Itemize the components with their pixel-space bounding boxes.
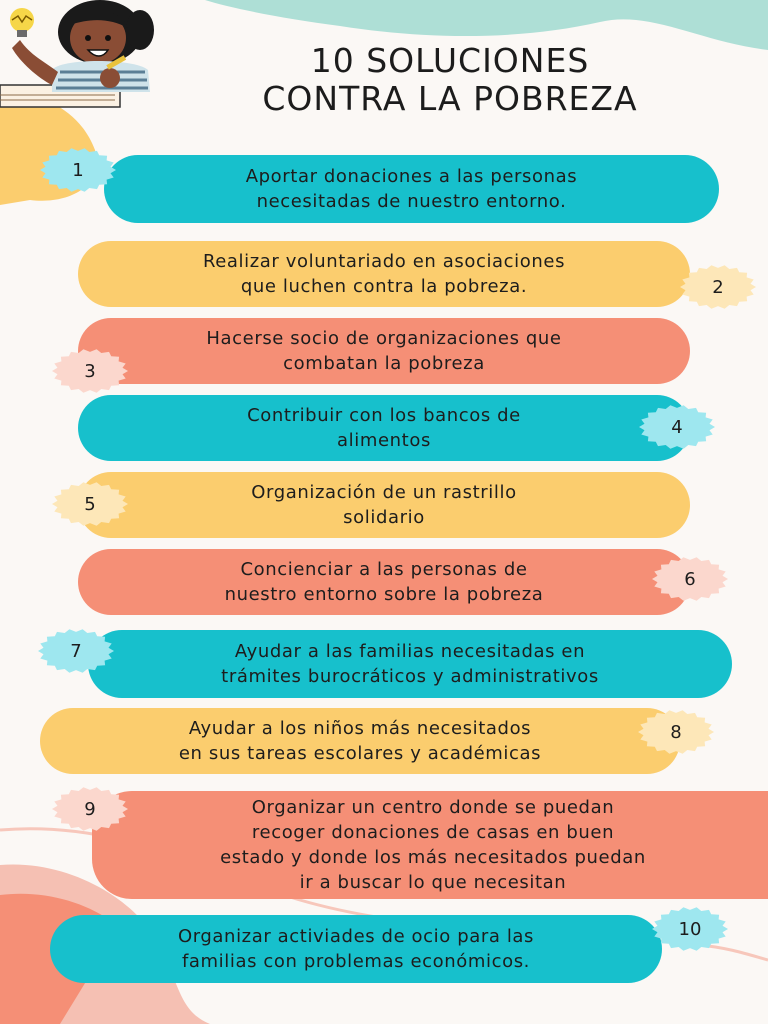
- title-text: 10 SOLUCIONES CONTRA LA POBREZA: [262, 41, 638, 118]
- solution-text-1: Aportar donaciones a las personas necesitadas de nuestro entorno.: [245, 166, 578, 212]
- number-badge-3: [50, 348, 130, 394]
- solution-text-10: Organizar activiades de ocio para las familias con problemas económicos.: [177, 926, 535, 972]
- page-title: [170, 42, 730, 118]
- lower-right-fill: [210, 994, 768, 1024]
- solution-text-4: Contribuir con los bancos de alimentos: [247, 405, 521, 451]
- solution-item-8: [40, 708, 680, 774]
- solution-item-5: [78, 472, 690, 538]
- solution-text-8: Ayudar a los niños más necesitados en sus tareas escolares y académicas: [178, 718, 542, 764]
- solution-item-1: [104, 155, 719, 223]
- badge-number-1: 1: [72, 159, 84, 181]
- badge-number-10: 10: [678, 918, 702, 940]
- solution-item-2: [78, 241, 690, 307]
- number-badge-5: [50, 481, 130, 527]
- solution-text-2: Realizar voluntariado en asociaciones que luchen contra la pobreza.: [202, 251, 566, 297]
- number-badge-10: [650, 906, 730, 952]
- badge-number-4: 4: [671, 416, 683, 438]
- solution-text-6: Concienciar a las personas de nuestro entorno sobre la pobreza: [224, 559, 544, 605]
- solution-item-4: [78, 395, 690, 461]
- solution-text-7: Ayudar a las familias necesitadas en trámites burocráticos y administrativos: [221, 641, 599, 687]
- number-badge-1: [38, 147, 118, 193]
- number-badge-8: [636, 709, 716, 755]
- solution-text-3: Hacerse socio de organizaciones que combatan la pobreza: [206, 328, 562, 374]
- number-badge-7: [36, 628, 116, 674]
- number-badge-4: [637, 404, 717, 450]
- lightbulb-icon: [2, 2, 46, 46]
- badge-number-7: 7: [70, 640, 82, 662]
- number-badge-6: [650, 556, 730, 602]
- badge-number-5: 5: [84, 493, 96, 515]
- solution-item-3: [78, 318, 690, 384]
- number-badge-2: [678, 264, 758, 310]
- number-badge-9: [50, 786, 130, 832]
- solution-item-6: [78, 549, 690, 615]
- solution-item-9: [92, 791, 768, 899]
- solution-item-10: [50, 915, 662, 983]
- badge-number-3: 3: [84, 360, 96, 382]
- badge-number-8: 8: [670, 721, 682, 743]
- solution-item-7: [88, 630, 732, 698]
- badge-number-2: 2: [712, 276, 724, 298]
- solution-text-5: Organización de un rastrillo solidario: [251, 482, 517, 528]
- badge-number-9: 9: [84, 798, 96, 820]
- solution-text-9: Organizar un centro donde se puedan recoger donaciones de casas en buen estado y donde los más necesitados puedan ir a buscar lo que necesitan: [220, 797, 646, 893]
- badge-number-6: 6: [684, 568, 696, 590]
